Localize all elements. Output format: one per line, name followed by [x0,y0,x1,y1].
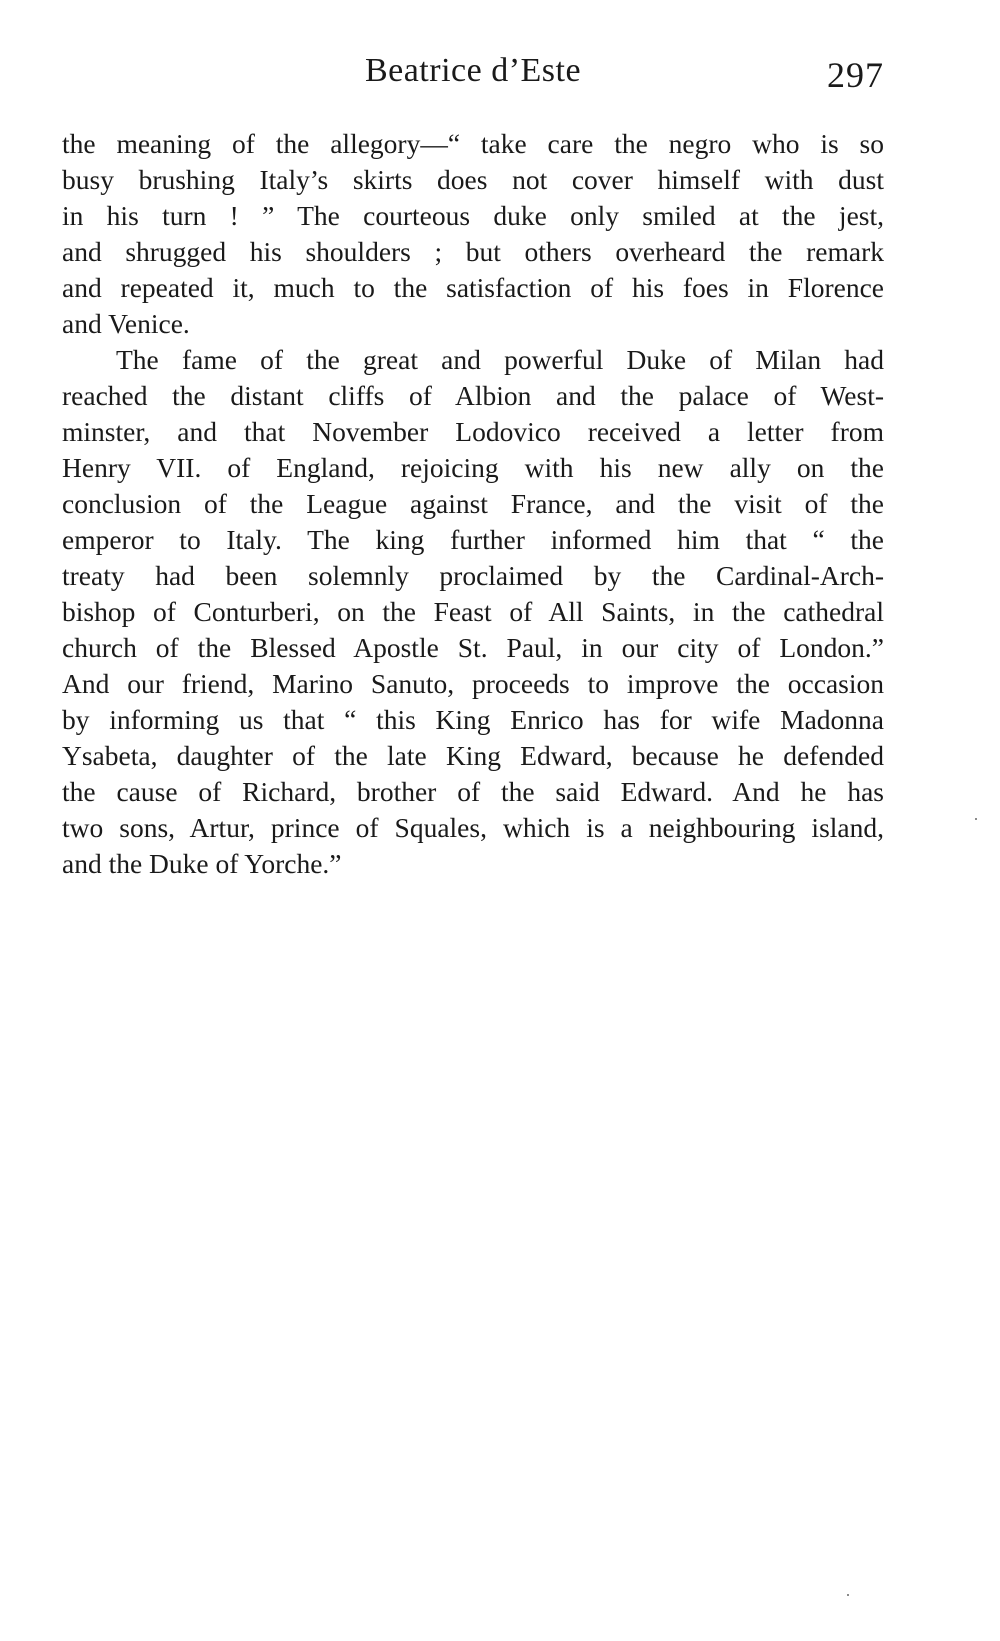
running-head [62,52,884,102]
text-line: reached the distant cliffs of Albion and the palace of West- [62,380,884,411]
text-line: in his turn ! ” The courteous duke only smiled at the jest, [62,200,884,231]
text-line: by informing us that “ this King Enrico has for wife Madonna [62,704,884,735]
page-number: 297 [827,55,884,95]
scan-speck [847,1594,849,1596]
running-title: Beatrice d’Este [364,52,582,89]
text-line: the meaning of the allegory—“ take care the negro who is so [62,128,884,159]
text-line: church of the Blessed Apostle St. Paul, in our city of London.” [62,632,884,663]
text-line: and shrugged his shoulders ; but others overheard the remark [62,236,884,267]
text-line: two sons, Artur, prince of Squales, which is a neighbouring island, [62,812,884,843]
text-line: emperor to Italy. The king further informed him that “ the [62,524,884,555]
text-line: The fame of the great and powerful Duke of Milan had [116,344,884,375]
text-line: bishop of Conturberi, on the Feast of All Saints, in the cathedral [62,596,884,627]
text-line: and Venice. [62,308,190,339]
text-line: and repeated it, much to the satisfaction of his foes in Florence [62,272,884,303]
text-line: treaty had been solemnly proclaimed by the Cardinal-Arch- [62,560,884,591]
text-line: minster, and that November Lodovico received a letter from [62,416,884,447]
text-line: and the Duke of Yorche.” [62,848,342,879]
paragraph-2 [62,342,884,882]
body-text [62,126,884,882]
text-line: conclusion of the League against France, and the visit of the [62,488,884,519]
text-line: the cause of Richard, brother of the said Edward. And he has [62,776,884,807]
scan-speck [975,818,977,820]
text-line: Henry VII. of England, rejoicing with his new ally on the [62,452,884,483]
text-line: Ysabeta, daughter of the late King Edward, because he defended [62,740,884,771]
text-line: busy brushing Italy’s skirts does not cover himself with dust [62,164,884,195]
text-line: And our friend, Marino Sanuto, proceeds to improve the occasion [62,668,884,699]
paragraph-1 [62,126,884,342]
